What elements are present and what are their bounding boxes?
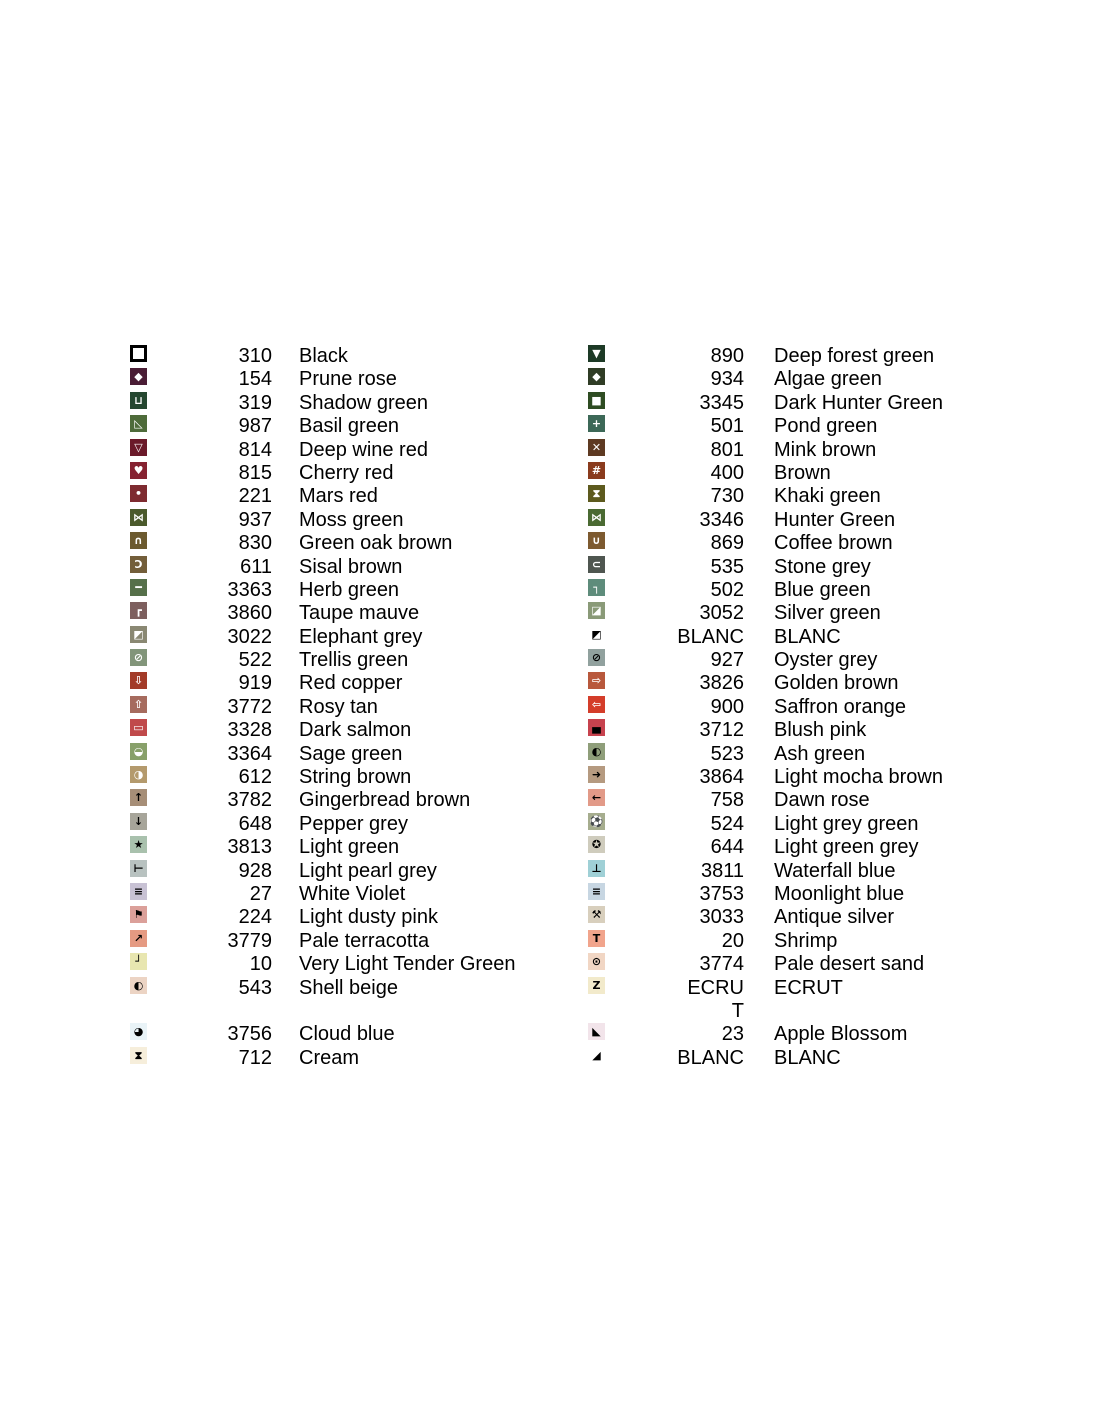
thread-code: 3753 (699, 882, 744, 905)
thread-name: Sisal brown (299, 555, 403, 578)
x-icon: ✕ (588, 439, 605, 456)
thread-code: 3813 (227, 836, 272, 859)
corner-top-right-icon: ┐ (588, 579, 605, 596)
thread-name: Shadow green (299, 391, 428, 414)
thread-name: Pale desert sand (774, 953, 925, 976)
thread-name: Antique silver (774, 906, 895, 929)
thread-code: 27 (249, 882, 272, 905)
thread-code: 934 (710, 368, 744, 391)
thread-code: 535 (710, 555, 744, 578)
thread-code: 3782 (227, 789, 272, 812)
thread-name: Light green (299, 836, 400, 859)
dash-icon: ━ (130, 579, 147, 596)
thread-name: Taupe mauve (299, 602, 420, 625)
thread-code: 221 (238, 485, 272, 508)
thread-code: 10 (249, 953, 272, 976)
thread-name: String brown (299, 766, 412, 789)
arrow-down-box-icon: ⇩ (130, 672, 147, 689)
thread-code: 611 (240, 555, 272, 578)
thread-code: 523 (710, 742, 744, 765)
thread-code: 20 (721, 929, 744, 952)
thread-code: 543 (238, 976, 272, 999)
thread-name: Ash green (774, 742, 866, 765)
thread-name: Cream (299, 1046, 360, 1069)
thread-code: 919 (238, 672, 272, 695)
hourglass-icon: ⧗ (130, 1047, 147, 1064)
thread-code: 814 (238, 438, 272, 461)
thread-name: Cherry red (299, 461, 394, 484)
rectangle-icon: ▭ (130, 719, 147, 736)
thread-name: Pale terracotta (299, 929, 430, 952)
diagonal-half-icon: ◩ (588, 626, 605, 643)
thread-code: 502 (710, 578, 744, 601)
cup-icon: ⊔ (130, 392, 147, 409)
thread-name: Oyster grey (774, 649, 878, 672)
thread-name: Dark Hunter Green (774, 391, 943, 414)
diamond-icon: ◆ (588, 368, 605, 385)
thread-name: Moss green (299, 508, 404, 531)
thread-code: 927 (710, 649, 744, 672)
thread-name: Light grey green (774, 812, 919, 835)
arrow-up-icon: ↑ (130, 789, 147, 806)
thread-code: 648 (238, 812, 272, 835)
thread-code: 801 (710, 438, 744, 461)
thread-code: 522 (238, 649, 272, 672)
plus-icon: + (588, 415, 605, 432)
thread-name: Light mocha brown (774, 766, 943, 789)
thread-name: Mink brown (774, 438, 877, 461)
small-triangle-icon: ◢ (588, 1047, 605, 1064)
thread-name: Basil green (299, 415, 400, 438)
thread-code: 890 (710, 345, 744, 367)
triangle-corner-icon: ◺ (130, 415, 147, 432)
corner-bottom-right-icon: ┘ (130, 953, 147, 970)
thread-name: Saffron orange (774, 695, 906, 718)
thread-name: Waterfall blue (774, 859, 896, 882)
half-filled-circle-icon: ◐ (588, 743, 605, 760)
thread-name: Gingerbread brown (299, 789, 471, 812)
ball-icon: ⚽ (589, 814, 604, 828)
thread-code: 3364 (227, 742, 272, 765)
target-icon: ⊙ (588, 953, 605, 970)
thread-code: 400 (710, 461, 744, 484)
thread-name: Green oak brown (299, 532, 453, 555)
thread-code: 3779 (227, 929, 272, 952)
thread-name: Deep forest green (774, 345, 935, 367)
thread-name: Light pearl grey (299, 859, 437, 882)
thread-code: 3811 (700, 859, 744, 882)
thread-code: 3346 (699, 508, 744, 531)
triangle-down-outline-icon: ▽ (130, 439, 147, 456)
thread-code-continuation: T (731, 999, 744, 1022)
bowtie-icon: ⋈ (588, 509, 605, 526)
star-icon: ★ (130, 836, 147, 853)
thread-code: 524 (710, 812, 744, 835)
heart-icon: ♥ (130, 462, 147, 479)
half-circle-icon: ◒ (130, 743, 147, 760)
thread-name: White Violet (299, 882, 406, 905)
star-circle-icon: ✪ (588, 836, 605, 853)
square-inset-icon: ■ (588, 392, 605, 409)
thread-name: Black (299, 345, 348, 367)
thread-code: 644 (710, 836, 744, 859)
flag-icon: ⚑ (130, 906, 147, 923)
thread-code: 3860 (227, 602, 272, 625)
thread-code: 869 (710, 532, 744, 555)
hammer-icon: ⚒ (588, 906, 605, 923)
arrow-left-icon: ← (588, 789, 605, 806)
reverse-c-icon: Ↄ (130, 556, 147, 573)
diamond-icon: ◆ (130, 368, 147, 385)
thread-name: Pepper grey (299, 812, 408, 835)
thread-code: 23 (721, 1023, 744, 1046)
thread-code: 310 (238, 345, 272, 367)
thread-name: Shrimp (774, 929, 838, 952)
thread-name: Coffee brown (774, 532, 893, 555)
thread-code: 830 (238, 532, 272, 555)
triangle-down-icon: ▼ (588, 345, 605, 362)
corner-icon: ┏ (130, 602, 147, 619)
diagonal-square-icon: ◪ (588, 602, 605, 619)
thread-name: Apple Blossom (774, 1023, 908, 1046)
slashed-square-icon: ⊘ (130, 649, 147, 666)
thread-name: Cloud blue (299, 1023, 395, 1046)
thread-name: ECRUT (774, 976, 843, 999)
thread-name: BLANC (774, 1046, 841, 1069)
thread-code: 758 (710, 789, 744, 812)
thread-name: Herb green (299, 578, 400, 601)
thread-code: 319 (238, 391, 272, 414)
thread-code: 612 (238, 766, 272, 789)
thread-code: 3022 (227, 625, 272, 648)
stripes-icon: ≡ (588, 883, 605, 900)
thread-name: Moonlight blue (774, 882, 905, 905)
thread-code: 3033 (699, 906, 744, 929)
hash-icon: # (588, 462, 605, 479)
thread-name: Very Light Tender Green (299, 953, 516, 976)
t-letter-icon: T (588, 930, 605, 947)
thread-code: 154 (238, 368, 272, 391)
thread-name: Red copper (299, 672, 403, 695)
thread-code: 501 (710, 415, 744, 438)
thread-name: Silver green (774, 602, 881, 625)
thread-code: 3826 (699, 672, 744, 695)
thread-name: Trellis green (299, 649, 409, 672)
triangle-corner-icon: ◣ (588, 1023, 605, 1040)
circle-swirl-icon: ◐ (130, 977, 147, 994)
thread-name: Sage green (299, 742, 403, 765)
thread-code: 224 (238, 906, 272, 929)
thread-name: Dawn rose (774, 789, 870, 812)
thread-name: Rosy tan (299, 695, 378, 718)
thread-name: Deep wine red (299, 438, 428, 461)
thread-code: 815 (238, 461, 272, 484)
thread-code: BLANC (677, 1046, 744, 1069)
thread-name: Light green grey (774, 836, 919, 859)
thread-name: Algae green (774, 368, 882, 391)
thread-name: Prune rose (299, 368, 397, 391)
thread-code: 928 (238, 859, 272, 882)
arch-icon: ∩ (130, 532, 147, 549)
square-outline-icon (130, 345, 147, 362)
thread-code: 730 (710, 485, 744, 508)
thread-name: Golden brown (774, 672, 899, 695)
thread-code: BLANC (677, 625, 744, 648)
thread-name: BLANC (774, 625, 841, 648)
diagonal-square-icon: ◩ (130, 626, 147, 643)
arrow-left-box-icon: ⇦ (588, 696, 605, 713)
ball-icon: ◕ (130, 1023, 147, 1040)
thread-name: Khaki green (774, 485, 881, 508)
thread-name: Pond green (774, 415, 878, 438)
arrow-up-box-icon: ⇧ (130, 696, 147, 713)
thread-code: 937 (238, 508, 272, 531)
up-tack-icon: ⊥ (588, 860, 605, 877)
thread-code: 3774 (699, 953, 744, 976)
thread-code: 3756 (227, 1023, 272, 1046)
thread-name: Dark salmon (299, 719, 412, 742)
thread-code: 3712 (699, 719, 744, 742)
thread-name: Light dusty pink (299, 906, 438, 929)
thread-code: 3363 (227, 578, 272, 601)
thread-name: Mars red (299, 485, 378, 508)
thread-name: Elephant grey (299, 625, 423, 648)
thread-name: Stone grey (774, 555, 871, 578)
half-block-icon: ▄ (588, 719, 605, 736)
thread-code: 3345 (699, 391, 744, 414)
thread-name: Hunter Green (774, 508, 896, 531)
thread-code: 3328 (227, 719, 272, 742)
thread-code: 3864 (699, 766, 744, 789)
thread-code: 987 (238, 415, 272, 438)
thread-name: Blush pink (774, 719, 867, 742)
thread-code: 3772 (227, 695, 272, 718)
arrow-right-icon: ➜ (588, 766, 605, 783)
thread-code: 900 (710, 695, 744, 718)
thread-name: Blue green (774, 578, 871, 601)
arrow-right-box-icon: ⇨ (588, 672, 605, 689)
thread-code: ECRU (687, 976, 744, 999)
thread-code: 712 (238, 1046, 272, 1069)
c-shape-icon: ⊂ (588, 556, 605, 573)
thread-name: Shell beige (299, 976, 398, 999)
z-letter-icon: Z (588, 977, 605, 994)
cup-icon: ∪ (588, 532, 605, 549)
bowtie-icon: ⋈ (130, 509, 147, 526)
thread-code: 3052 (699, 602, 744, 625)
arrow-down-icon: ↓ (130, 813, 147, 830)
hammer-icon: ↗ (130, 930, 147, 947)
half-filled-circle-icon: ◑ (130, 766, 147, 783)
dot-icon: • (130, 485, 147, 502)
tack-icon: ⊢ (130, 860, 147, 877)
thread-name: Brown (774, 461, 831, 484)
stripes-icon: ≡ (130, 883, 147, 900)
hourglass-icon: ⧗ (588, 485, 605, 502)
slashed-square-icon: ⊘ (588, 649, 605, 666)
